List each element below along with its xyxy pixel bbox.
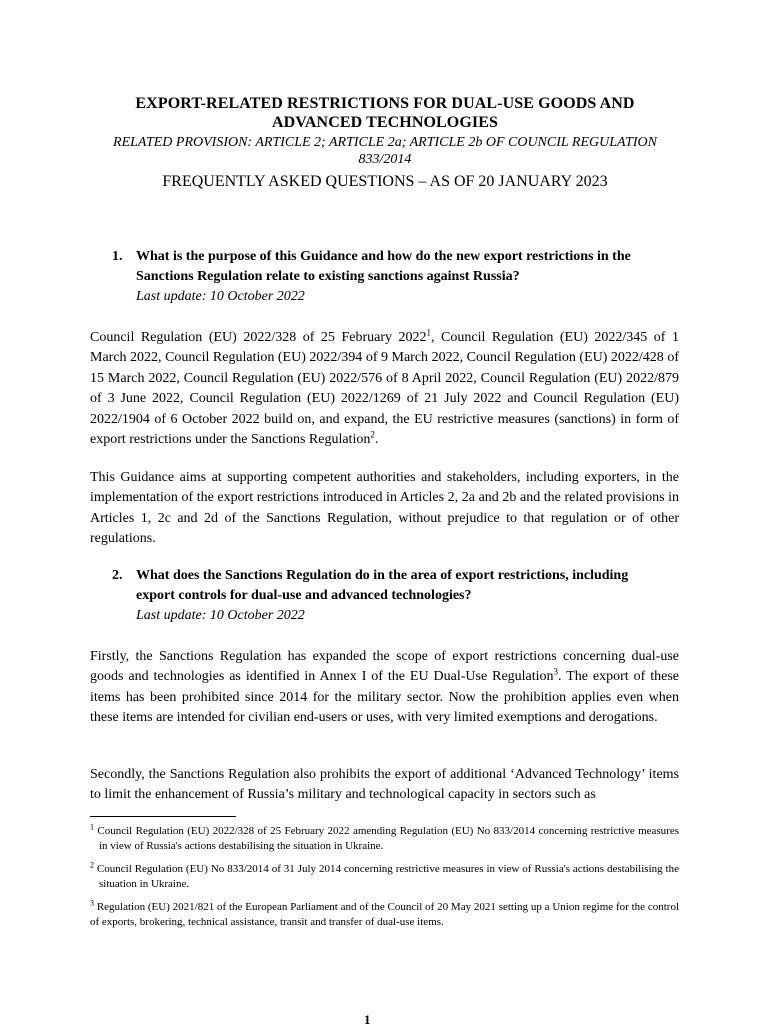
footnote-ref: 3 (553, 666, 559, 677)
faq-heading: FREQUENTLY ASKED QUESTIONS – AS OF 20 JANUARY 2023 (162, 173, 608, 190)
question-number: 1. (112, 249, 123, 264)
question-text-line-1: What does the Sanctions Regulation do in the area of export restrictions, including (136, 568, 629, 583)
question-number: 2. (112, 568, 123, 583)
question-text-line-2: export controls for dual-use and advanced technologies? (136, 588, 472, 603)
footnote-text: Regulation (EU) 2021/821 of the European Parliament and of the Council of 20 May 2021 setting up a Union regime for the control of exports, brokering, technical assistance, transit and transfer of dual-use items. (90, 901, 679, 928)
title-line-2: ADVANCED TECHNOLOGIES (271, 114, 498, 131)
paragraph-text: . The export of these items has been prohibited since 2014 for the military sector. Now the prohibition applies even when these items are intended for civilian end-users or uses, with very limited exemptions and derogations. (90, 669, 679, 726)
paragraph-1 (90, 328, 679, 450)
paragraph-2: This Guidance aims at supporting competent authorities and stakeholders, including exporters, in the implementation of the export restrictions introduced in Articles 2, 2a and 2b and the related provisions in Articles 1, 2c and 2d of the Sanctions Regulation, without prejudice to that regulation or of other regulations. (90, 470, 679, 547)
provision-line-1: RELATED PROVISION: ARTICLE 2; ARTICLE 2a; ARTICLE 2b OF COUNCIL REGULATION (113, 135, 657, 150)
question-text-line-2: Sanctions Regulation relate to existing sanctions against Russia? (136, 269, 520, 284)
title-line-1: EXPORT-RELATED RESTRICTIONS FOR DUAL-USE GOODS AND (135, 95, 635, 112)
footnote-3 (90, 900, 679, 929)
footnote-ref: 1 (426, 327, 432, 338)
footnote-mark: 3 (90, 898, 94, 908)
footnote-1 (90, 824, 679, 853)
last-update: Last update: 10 October 2022 (136, 608, 305, 623)
paragraph-3 (90, 647, 679, 729)
footnote-2 (90, 862, 679, 891)
question-text-line-1: What is the purpose of this Guidance and how do the new export restrictions in the (136, 249, 631, 264)
footnote-text: Council Regulation (EU) 2022/328 of 25 February 2022 amending Regulation (EU) No 833/2014 concerning restrictive measures in view of Russia's actions destabilising the situation in Ukraine. (97, 825, 680, 852)
question-2 (112, 566, 682, 626)
provision-line-2: 833/2014 (358, 152, 412, 167)
footnote-separator (90, 816, 236, 817)
paragraph-text: , Council Regulation (EU) 2022/345 of 1 March 2022, Council Regulation (EU) 2022/394 of 9 March 2022, Council Regulation (EU) 2022/428 of 15 March 2022, Council Regulation (EU) 2022/576 of 8 April 2022, Council Regulation (EU) 2022/879 of 3 June 2022, Council Regulation (EU) 2022/1269 of 21 July 2022 and Council Regulation (EU) 2022/1904 of 6 October 2022 build on, and expand, the EU restrictive measures (sanctions) in form of export restrictions under the Sanctions Regulation (90, 330, 679, 448)
page-number: 1 (364, 1012, 371, 1027)
document-title (90, 94, 680, 132)
footnote-mark: 1 (90, 822, 94, 832)
paragraph-text: . (374, 432, 379, 448)
footnote-ref: 2 (370, 429, 375, 440)
paragraph-4: Secondly, the Sanctions Regulation also prohibits the export of additional ‘Advanced Technology’ items to limit the enhancement of Russia’s military and technological capacity in sectors such as (90, 767, 679, 803)
paragraph-text: Firstly, the Sanctions Regulation has expanded the scope of export restrictions concerning dual-use goods and technologies as identified in Annex I of the EU Dual-Use Regulation (90, 649, 679, 685)
question-1 (112, 247, 682, 307)
paragraph-text: Council Regulation (EU) 2022/328 of 25 February 2022 (90, 330, 427, 345)
footnote-mark: 2 (90, 860, 94, 870)
related-provision (90, 134, 680, 168)
footnote-text: Council Regulation (EU) No 833/2014 of 31 July 2014 concerning restrictive measures in view of Russia's actions destabilising the situation in Ukraine. (96, 863, 679, 890)
last-update: Last update: 10 October 2022 (136, 289, 305, 304)
